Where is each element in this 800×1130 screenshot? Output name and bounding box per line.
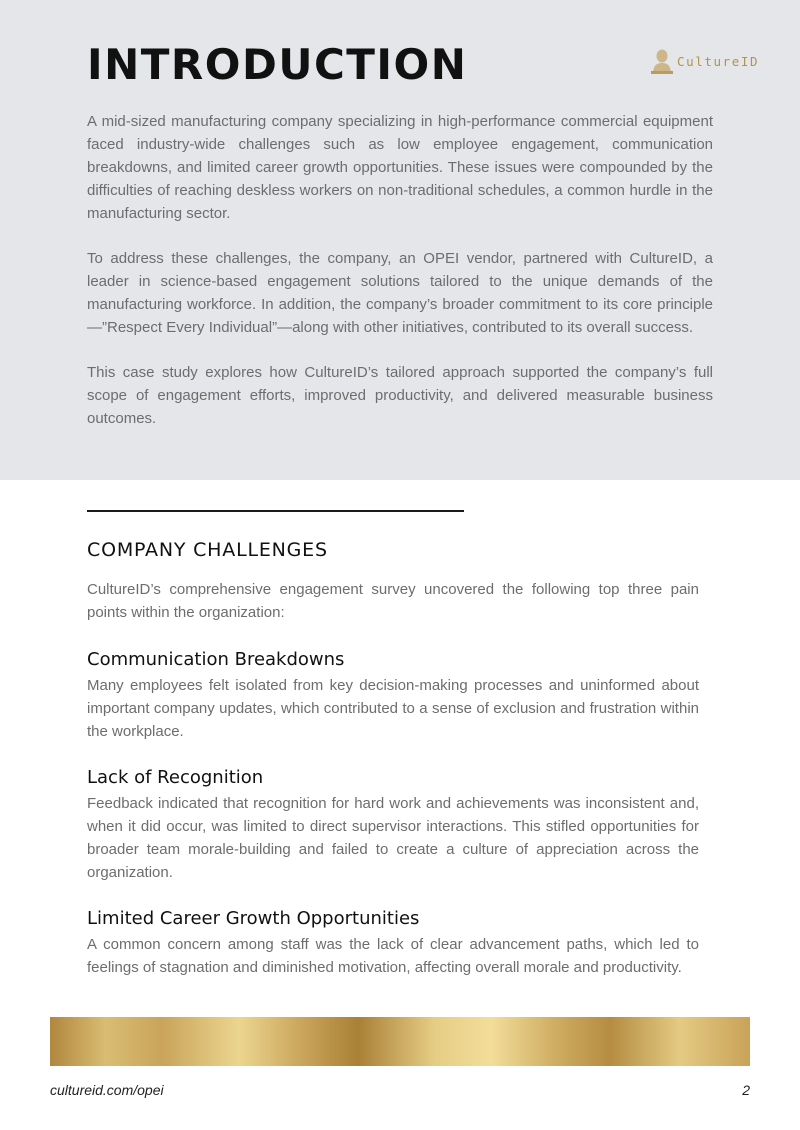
intro-body bbox=[87, 110, 713, 452]
challenges-title: COMPANY CHALLENGES bbox=[87, 539, 328, 561]
challenge-heading: Limited Career Growth Opportunities bbox=[87, 908, 420, 929]
bust-icon bbox=[651, 48, 673, 74]
intro-paragraph: A mid-sized manufacturing company specializing in high-performance commercial equipment faced industry-wide challenges such as low employee engagement, communication breakdowns, and limited career growth opportunities. These issues were compounded by the difficulties of reaching deskless workers on non-traditional schedules, a common hurdle in the manufacturing sector. bbox=[87, 113, 713, 222]
challenges-lead: CultureID’s comprehensive engagement survey uncovered the following top three pain points within the organization: bbox=[87, 581, 699, 621]
intro-paragraph: This case study explores how CultureID’s tailored approach supported the company’s full scope of engagement efforts, improved productivity, and delivered measurable business outcomes. bbox=[87, 364, 713, 427]
challenge-text: Feedback indicated that recognition for hard work and achievements was inconsistent and, when it did occur, was limited to direct supervisor interactions. This stifled opportunities for broader team morale-building and failed to create a culture of appreciation across the organization. bbox=[87, 795, 699, 881]
challenge-heading: Communication Breakdowns bbox=[87, 649, 345, 670]
challenge-text: A common concern among staff was the lack of clear advancement paths, which led to feelings of stagnation and diminished motivation, affecting overall morale and productivity. bbox=[87, 936, 699, 976]
page-number: 2 bbox=[742, 1082, 750, 1098]
intro-section bbox=[0, 0, 800, 480]
section-divider bbox=[87, 510, 464, 512]
gold-banner bbox=[50, 1017, 750, 1066]
challenge-text: Many employees felt isolated from key decision-making processes and uninformed about important company updates, which contributed to a sense of exclusion and frustration within the workplace. bbox=[87, 677, 699, 740]
footer-link[interactable]: cultureid.com/opei bbox=[50, 1082, 164, 1098]
intro-paragraph: To address these challenges, the company, an OPEI vendor, partnered with CultureID, a leader in science-based engagement solutions tailored to the unique demands of the manufacturing workforce. In addition, the company’s broader commitment to its core principle—”Respect Every Individual”—along with other initiatives, contributed to its overall success. bbox=[87, 250, 713, 336]
cultureid-logo bbox=[651, 46, 761, 76]
page-title: INTRODUCTION bbox=[87, 40, 468, 89]
challenge-heading: Lack of Recognition bbox=[87, 767, 264, 788]
logo-wordmark: CultureID bbox=[677, 53, 760, 69]
